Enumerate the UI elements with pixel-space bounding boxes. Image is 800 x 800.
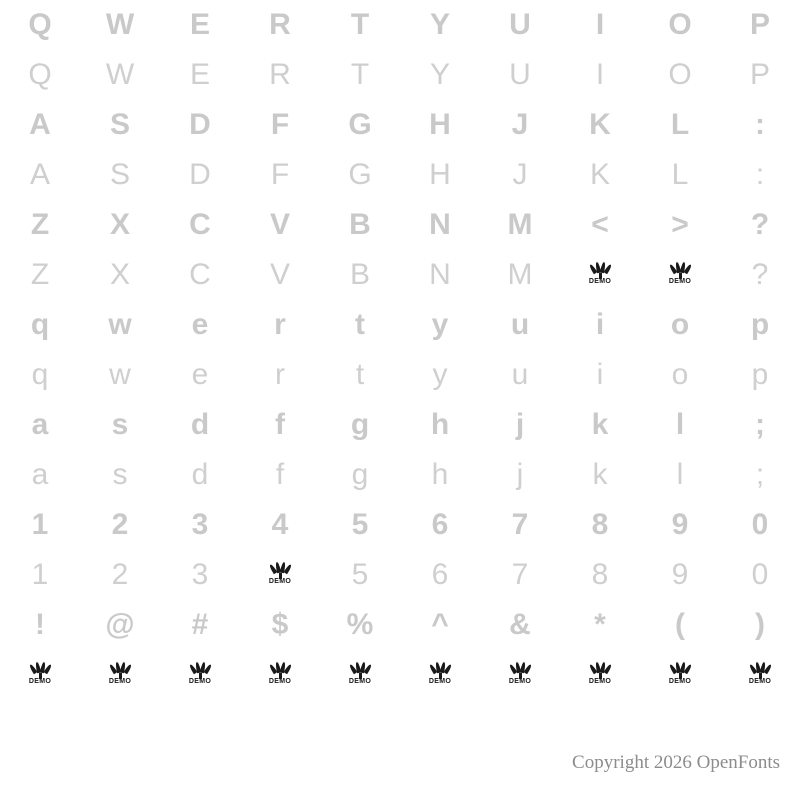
- glyph-cell: :: [755, 108, 765, 141]
- glyph-cell: u: [510, 308, 530, 341]
- demo-leaf-icon: [107, 663, 133, 687]
- glyph-cell: ): [755, 608, 765, 641]
- glyph-cell: C: [189, 258, 211, 291]
- glyph-cell: f: [275, 458, 285, 491]
- demo-watermark-label: DEMO: [268, 578, 292, 585]
- glyph-cell: Z: [30, 208, 50, 241]
- glyph-cell: ;: [755, 408, 765, 441]
- glyph-cell: O: [668, 8, 692, 41]
- glyph-cell: 1: [31, 508, 49, 541]
- glyph-cell: 0: [751, 508, 769, 541]
- glyph-cell: M: [507, 258, 533, 291]
- glyph-cell: B: [349, 208, 371, 241]
- demo-watermark-icon: [560, 650, 640, 700]
- glyph-cell: f: [275, 408, 285, 441]
- demo-watermark-icon: [480, 650, 560, 700]
- demo-leaf-icon: [187, 663, 213, 687]
- glyph-cell: o: [670, 308, 690, 341]
- glyph-cell: F: [270, 158, 290, 191]
- glyph-cell: 7: [511, 558, 529, 591]
- demo-watermark-label: DEMO: [348, 678, 372, 685]
- glyph-cell: l: [675, 408, 685, 441]
- demo-leaf-icon: [507, 663, 533, 687]
- glyph-cell: 8: [591, 508, 609, 541]
- glyph-cell: W: [105, 58, 135, 91]
- glyph-cell: %: [346, 608, 374, 641]
- glyph-cell: G: [348, 108, 372, 141]
- glyph-cell: L: [670, 108, 690, 141]
- glyph-cell: a: [31, 408, 49, 441]
- demo-leaf-icon: [747, 663, 773, 687]
- glyph-cell: K: [589, 108, 611, 141]
- glyph-cell: M: [507, 208, 533, 241]
- glyph-cell: u: [511, 358, 529, 391]
- demo-leaf-icon: [27, 663, 53, 687]
- demo-watermark-icon: [80, 650, 160, 700]
- glyph-cell: N: [429, 258, 451, 291]
- glyph-cell: j: [515, 408, 525, 441]
- glyph-cell: ;: [755, 458, 765, 491]
- glyph-cell: K: [589, 158, 610, 191]
- glyph-cell: t: [355, 308, 365, 341]
- demo-watermark-label: DEMO: [508, 678, 532, 685]
- glyph-cell: 8: [591, 558, 609, 591]
- glyph-cell: 2: [111, 558, 129, 591]
- demo-leaf-icon: [267, 663, 293, 687]
- glyph-cell: 7: [511, 508, 529, 541]
- glyph-cell: Z: [30, 258, 50, 291]
- glyph-cell: T: [350, 8, 370, 41]
- glyph-cell: J: [511, 108, 529, 141]
- glyph-cell: <: [591, 208, 609, 241]
- glyph-cell: y: [431, 308, 449, 341]
- demo-leaf-icon: [427, 663, 453, 687]
- glyph-cell: g: [350, 408, 370, 441]
- glyph-cell: I: [595, 58, 605, 91]
- demo-watermark-icon: [720, 650, 800, 700]
- glyph-cell: s: [111, 408, 129, 441]
- glyph-cell: D: [189, 108, 211, 141]
- glyph-cell: Y: [429, 58, 450, 91]
- glyph-cell: Q: [28, 8, 52, 41]
- glyph-cell: 0: [751, 558, 769, 591]
- glyph-cell: P: [749, 8, 770, 41]
- glyph-cell: q: [30, 308, 50, 341]
- demo-watermark-icon: [240, 550, 320, 600]
- glyph-cell: d: [191, 458, 209, 491]
- glyph-cell: A: [29, 158, 50, 191]
- glyph-cell: h: [431, 458, 449, 491]
- glyph-cell: q: [31, 358, 49, 391]
- glyph-cell: T: [350, 58, 370, 91]
- demo-watermark-label: DEMO: [28, 678, 52, 685]
- glyph-cell: e: [191, 358, 209, 391]
- glyph-cell: i: [596, 358, 604, 391]
- glyph-cell: 1: [31, 558, 49, 591]
- glyph-cell: k: [591, 408, 609, 441]
- demo-watermark-label: DEMO: [588, 278, 612, 285]
- glyph-cell: 4: [271, 508, 289, 541]
- demo-watermark-label: DEMO: [188, 678, 212, 685]
- glyph-cell: 9: [671, 558, 689, 591]
- glyph-cell: l: [676, 458, 684, 491]
- demo-watermark-icon: [0, 650, 80, 700]
- glyph-cell: H: [429, 108, 451, 141]
- glyph-cell: @: [105, 608, 135, 641]
- glyph-cell: :: [755, 158, 765, 191]
- glyph-cell: Y: [429, 8, 450, 41]
- glyph-cell: R: [269, 8, 291, 41]
- glyph-cell: A: [29, 108, 51, 141]
- glyph-cell: 5: [351, 558, 369, 591]
- glyph-cell: X: [109, 258, 130, 291]
- glyph-cell: !: [35, 608, 45, 641]
- glyph-cell: #: [191, 608, 209, 641]
- demo-watermark-label: DEMO: [668, 678, 692, 685]
- demo-watermark-icon: [640, 250, 720, 300]
- demo-watermark-icon: [240, 650, 320, 700]
- glyph-cell: d: [190, 408, 210, 441]
- glyph-cell: U: [509, 8, 531, 41]
- glyph-cell: W: [105, 8, 135, 41]
- glyph-cell: G: [348, 158, 372, 191]
- glyph-cell: H: [429, 158, 451, 191]
- glyph-cell: E: [189, 58, 210, 91]
- glyph-cell: S: [109, 158, 130, 191]
- glyph-cell: >: [671, 208, 689, 241]
- glyph-cell: e: [191, 308, 209, 341]
- glyph-cell: B: [349, 258, 370, 291]
- glyph-cell: $: [271, 608, 289, 641]
- demo-leaf-icon: [267, 563, 293, 587]
- demo-leaf-icon: [667, 263, 693, 287]
- glyph-cell: 6: [431, 558, 449, 591]
- glyph-cell: p: [751, 358, 769, 391]
- glyph-cell: r: [274, 308, 286, 341]
- glyph-cell: s: [112, 458, 128, 491]
- glyph-cell: V: [269, 208, 290, 241]
- glyph-cell: Q: [28, 58, 52, 91]
- glyph-cell: t: [355, 358, 365, 391]
- glyph-cell: ?: [751, 258, 769, 291]
- glyph-cell: E: [189, 8, 210, 41]
- demo-watermark-label: DEMO: [748, 678, 772, 685]
- glyph-cell: &: [509, 608, 531, 641]
- glyph-cell: 2: [111, 508, 129, 541]
- demo-watermark-label: DEMO: [588, 678, 612, 685]
- glyph-cell: y: [432, 358, 448, 391]
- glyph-cell: k: [592, 458, 608, 491]
- glyph-cell: o: [671, 358, 689, 391]
- glyph-cell: P: [749, 58, 770, 91]
- glyph-cell: 6: [431, 508, 449, 541]
- glyph-cell: ^: [431, 608, 449, 641]
- glyph-cell: p: [750, 308, 770, 341]
- demo-watermark-icon: [560, 250, 640, 300]
- demo-watermark-icon: [320, 650, 400, 700]
- glyph-cell: F: [270, 108, 290, 141]
- glyph-cell: (: [675, 608, 685, 641]
- demo-watermark-label: DEMO: [428, 678, 452, 685]
- glyph-cell: j: [516, 458, 524, 491]
- glyph-cell: ?: [750, 208, 770, 241]
- demo-watermark-icon: [640, 650, 720, 700]
- demo-watermark-icon: [400, 650, 480, 700]
- glyph-cell: U: [509, 58, 531, 91]
- demo-watermark-label: DEMO: [268, 678, 292, 685]
- glyph-cell: i: [595, 308, 605, 341]
- demo-leaf-icon: [587, 663, 613, 687]
- glyph-cell: J: [512, 158, 528, 191]
- glyph-cell: 9: [671, 508, 689, 541]
- demo-leaf-icon: [667, 663, 693, 687]
- glyph-cell: N: [429, 208, 451, 241]
- glyph-cell: V: [269, 258, 290, 291]
- glyph-cell: C: [189, 208, 211, 241]
- glyph-cell: w: [108, 308, 132, 341]
- glyph-cell: h: [430, 408, 450, 441]
- glyph-cell: S: [109, 108, 130, 141]
- glyph-cell: *: [594, 608, 606, 641]
- copyright-notice: Copyright 2026 OpenFonts: [572, 752, 780, 773]
- glyph-cell: O: [668, 58, 692, 91]
- demo-watermark-label: DEMO: [108, 678, 132, 685]
- demo-leaf-icon: [347, 663, 373, 687]
- demo-watermark-label: DEMO: [668, 278, 692, 285]
- glyph-cell: D: [189, 158, 211, 191]
- glyph-cell: 5: [351, 508, 369, 541]
- glyph-cell: r: [275, 358, 285, 391]
- glyph-cell: X: [109, 208, 130, 241]
- glyph-cell: L: [671, 158, 689, 191]
- glyph-cell: g: [351, 458, 369, 491]
- glyph-cell: 3: [191, 558, 209, 591]
- glyph-cell: a: [31, 458, 49, 491]
- glyph-cell: I: [595, 8, 605, 41]
- glyph-cell: 3: [191, 508, 209, 541]
- glyph-cell: w: [109, 358, 131, 391]
- demo-leaf-icon: [587, 263, 613, 287]
- demo-watermark-icon: [160, 650, 240, 700]
- glyph-cell: R: [269, 58, 291, 91]
